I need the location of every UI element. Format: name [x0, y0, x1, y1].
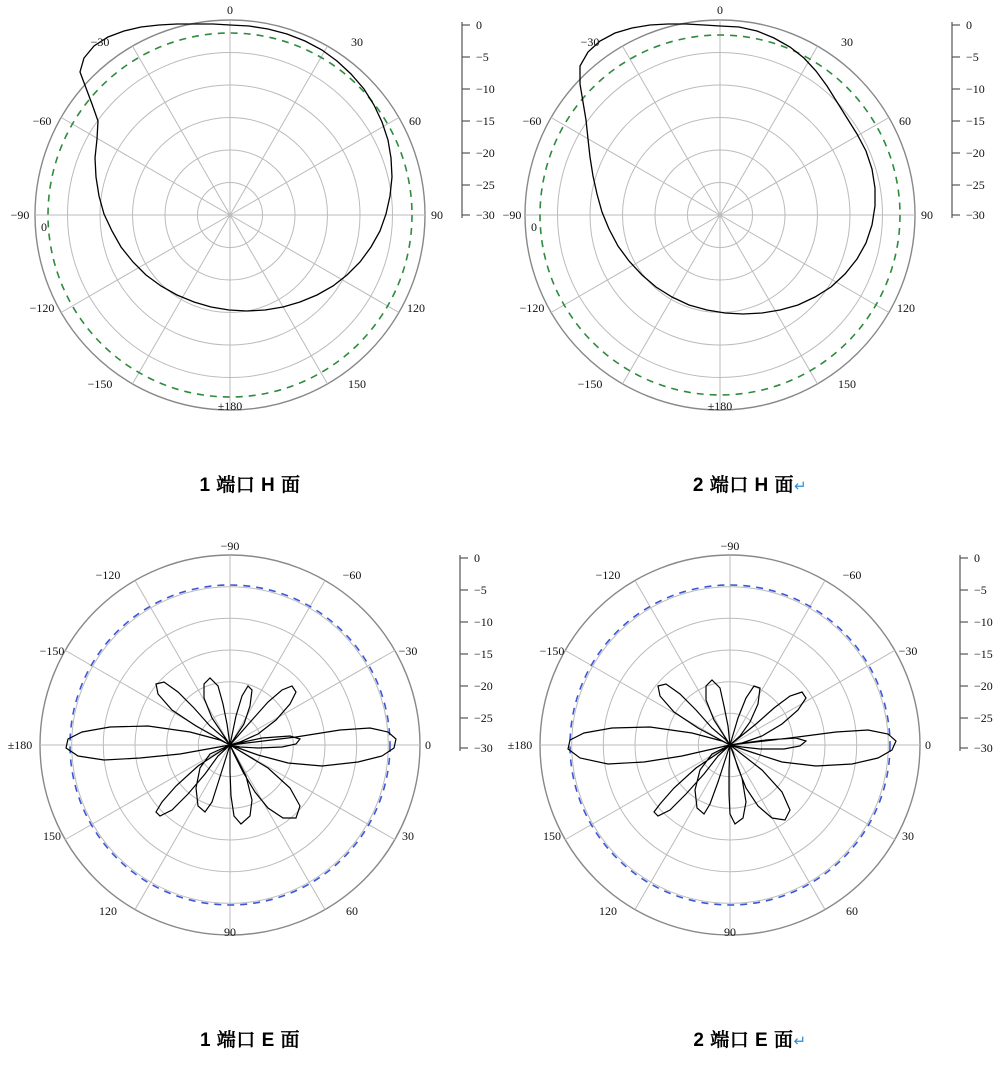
polar-chart-port1-e	[0, 540, 500, 980]
svg-text:−60: −60	[32, 114, 52, 128]
svg-text:0: 0	[531, 220, 537, 234]
svg-text:−25: −25	[966, 178, 985, 192]
caption-port1-h	[0, 470, 500, 497]
radial-scale-port1-h	[462, 18, 495, 222]
svg-text:60: 60	[346, 904, 358, 918]
svg-text:±180: ±180	[7, 738, 33, 752]
polar-chart-port2-e	[500, 540, 1000, 980]
svg-text:−30: −30	[474, 741, 493, 755]
svg-text:0: 0	[41, 220, 47, 234]
svg-text:±180: ±180	[707, 399, 733, 413]
svg-text:−60: −60	[842, 568, 862, 582]
svg-text:−10: −10	[974, 615, 993, 629]
radial-scale-port2-e	[960, 551, 993, 755]
caption-text: 1 端口 H 面	[199, 475, 301, 496]
measured-pattern-port1-e	[66, 678, 396, 824]
svg-text:−90: −90	[502, 208, 522, 222]
svg-text:0: 0	[474, 551, 480, 565]
caption-port1-e	[0, 1025, 500, 1052]
svg-text:0: 0	[925, 738, 931, 752]
svg-text:150: 150	[348, 377, 366, 391]
svg-text:60: 60	[846, 904, 858, 918]
svg-text:−90: −90	[10, 208, 30, 222]
svg-text:90: 90	[224, 925, 236, 939]
svg-text:30: 30	[841, 35, 853, 49]
svg-text:−10: −10	[474, 615, 493, 629]
svg-text:0: 0	[717, 3, 723, 17]
svg-text:−20: −20	[474, 679, 493, 693]
svg-text:−15: −15	[476, 114, 495, 128]
svg-text:60: 60	[899, 114, 911, 128]
svg-text:120: 120	[599, 904, 617, 918]
svg-text:−150: −150	[87, 377, 113, 391]
svg-text:120: 120	[897, 301, 915, 315]
svg-text:−15: −15	[474, 647, 493, 661]
svg-text:150: 150	[43, 829, 61, 843]
cr-mark: ↵	[793, 1033, 807, 1050]
polar-grid	[522, 20, 915, 410]
svg-text:−15: −15	[966, 114, 985, 128]
svg-text:−90: −90	[720, 540, 740, 553]
polar-chart-port1-h	[0, 0, 500, 440]
svg-text:−5: −5	[974, 583, 987, 597]
polar-chart-port2-h	[500, 0, 1000, 440]
svg-text:−25: −25	[476, 178, 495, 192]
svg-text:−30: −30	[580, 35, 600, 49]
measured-pattern-port1-h	[80, 24, 392, 311]
plot-port2-e	[500, 540, 1000, 980]
svg-text:−5: −5	[474, 583, 487, 597]
plot-port2-h	[500, 0, 1000, 440]
svg-text:−15: −15	[974, 647, 993, 661]
svg-text:120: 120	[99, 904, 117, 918]
panel-port1-h	[0, 0, 500, 540]
svg-text:0: 0	[966, 18, 972, 32]
svg-text:−30: −30	[898, 644, 918, 658]
svg-text:−120: −120	[519, 301, 545, 315]
svg-text:30: 30	[902, 829, 914, 843]
svg-text:−5: −5	[966, 50, 979, 64]
svg-text:−30: −30	[398, 644, 418, 658]
svg-text:−20: −20	[476, 146, 495, 160]
svg-text:−30: −30	[966, 208, 985, 222]
radial-scale-port2-h	[952, 18, 985, 222]
polar-grid	[32, 20, 425, 410]
svg-text:−10: −10	[476, 82, 495, 96]
angle-labels-port1-h	[11, 3, 443, 413]
svg-text:−25: −25	[974, 711, 993, 725]
caption-text: 1 端口 E 面	[199, 1030, 301, 1051]
radial-scale-port1-e	[460, 551, 493, 755]
svg-text:±180: ±180	[217, 399, 243, 413]
svg-text:150: 150	[838, 377, 856, 391]
svg-text:−150: −150	[577, 377, 603, 391]
caption-port2-e	[500, 1025, 1000, 1052]
svg-text:−150: −150	[539, 644, 565, 658]
svg-text:0: 0	[227, 3, 233, 17]
svg-text:0: 0	[974, 551, 980, 565]
svg-text:0: 0	[476, 18, 482, 32]
svg-text:−30: −30	[476, 208, 495, 222]
svg-text:−5: −5	[476, 50, 489, 64]
svg-text:30: 30	[402, 829, 414, 843]
svg-text:−10: −10	[966, 82, 985, 96]
plot-port1-e	[0, 540, 500, 980]
panel-port1-e	[0, 540, 500, 1077]
svg-text:60: 60	[409, 114, 421, 128]
cr-mark: ↵	[794, 478, 808, 495]
svg-text:−120: −120	[595, 568, 621, 582]
caption-text: 2 端口 E 面	[693, 1030, 794, 1051]
svg-text:150: 150	[543, 829, 561, 843]
svg-text:−60: −60	[522, 114, 542, 128]
panel-port2-e	[500, 540, 1000, 1077]
svg-text:120: 120	[407, 301, 425, 315]
svg-text:−120: −120	[95, 568, 121, 582]
svg-text:−90: −90	[220, 540, 240, 553]
svg-text:30: 30	[351, 35, 363, 49]
svg-text:±180: ±180	[507, 738, 533, 752]
caption-text: 2 端口 H 面	[692, 475, 795, 496]
svg-text:90: 90	[431, 208, 443, 222]
panel-port2-h	[500, 0, 1000, 540]
svg-text:−20: −20	[966, 146, 985, 160]
svg-text:−30: −30	[974, 741, 993, 755]
svg-text:0: 0	[425, 738, 431, 752]
caption-port2-h	[500, 470, 1000, 497]
svg-text:−60: −60	[342, 568, 362, 582]
angle-labels-port2-h	[503, 3, 933, 413]
svg-text:−120: −120	[29, 301, 55, 315]
svg-text:−150: −150	[39, 644, 65, 658]
svg-text:−25: −25	[474, 711, 493, 725]
svg-text:90: 90	[921, 208, 933, 222]
svg-text:−20: −20	[974, 679, 993, 693]
svg-text:90: 90	[724, 925, 736, 939]
svg-text:−30: −30	[90, 35, 110, 49]
plot-port1-h	[0, 0, 500, 440]
